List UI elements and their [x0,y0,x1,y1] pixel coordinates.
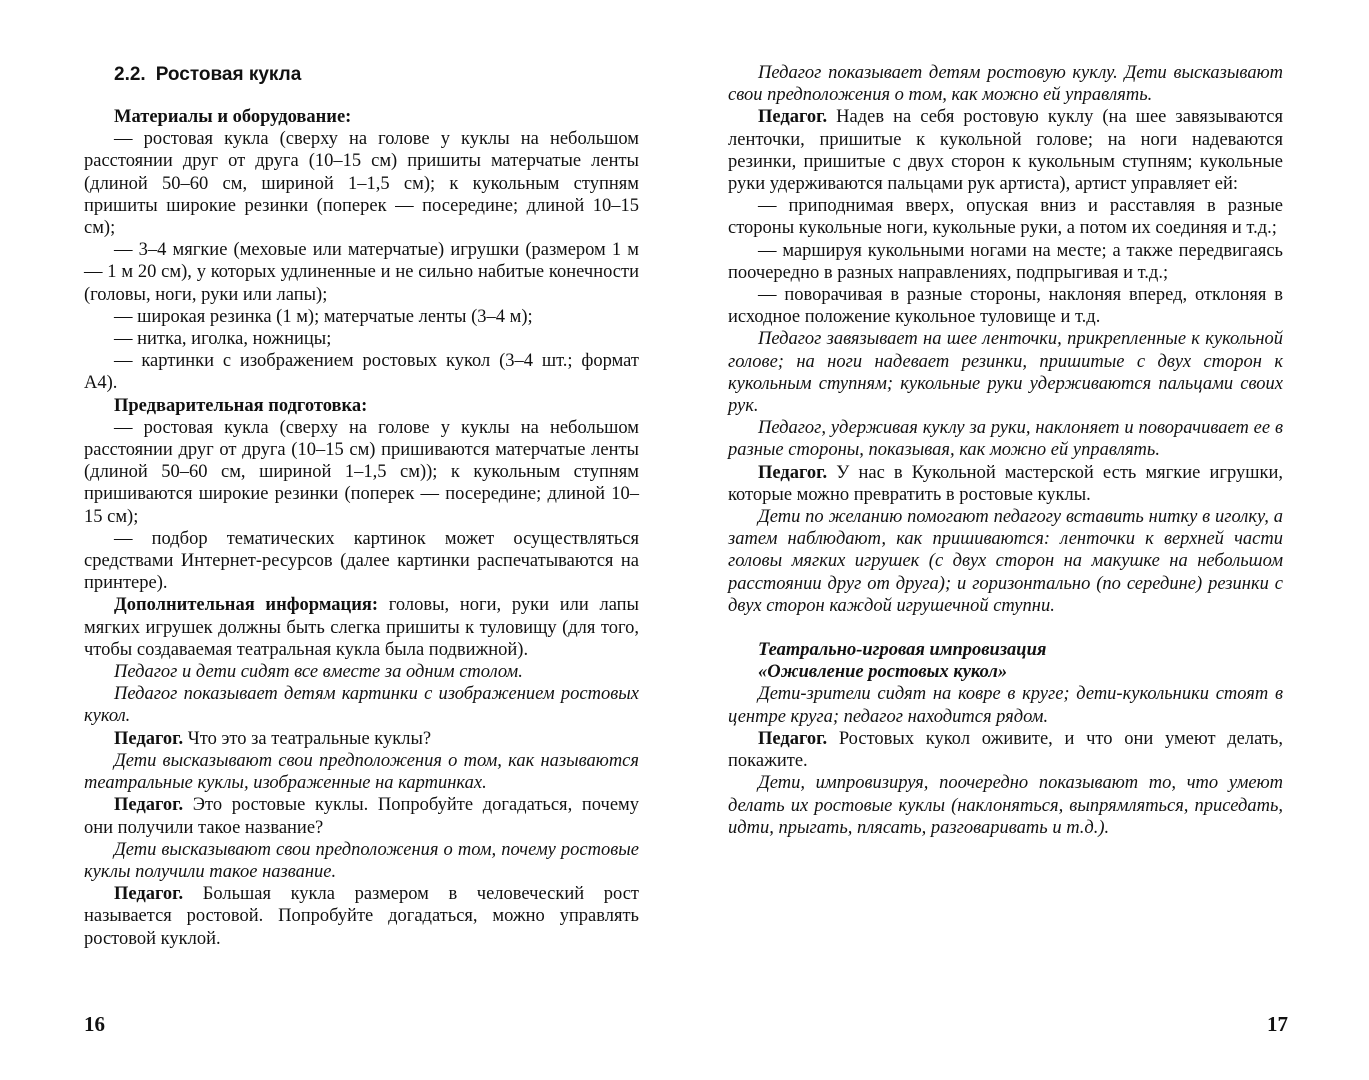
right-column [728,62,1283,839]
subsection-subtitle: «Оживление ростовых кукол» [758,662,1008,683]
prep-label: Предварительная подготовка: [114,395,368,416]
teacher-line: Педагог. Что это за театральные куклы? [114,728,432,749]
materials-item: — картинки с изображением ростовых кукол (3–4 шт.; формат А4). [84,351,639,394]
subsection-title: Театрально-игровая импровизация [758,640,1047,661]
info-label: Дополнительная информация: [114,595,379,616]
stage-direction: Педагог, удерживая куклу за руки, наклоняет и поворачивает ее в разные стороны, показывая, как можно ей управлять. [728,418,1283,461]
stage-direction: Педагог показывает детям картинки с изображением ростовых кукол. [84,684,639,727]
left-page [84,0,644,1080]
stage-direction: Дети высказывают свои предположения о том, почему ростовые куклы получили такое название. [84,839,639,882]
section-number: 2.2. [114,64,146,85]
stage-direction: Дети-зрители сидят на ковре в круге; дети-кукольники стоят в центре круга; педагог находится рядом. [728,684,1283,727]
right-page [728,0,1288,1080]
materials-item: — нитка, иголка, ножницы; [114,329,332,350]
section-title: Ростовая кукла [155,64,302,85]
teacher-line: Педагог. У нас в Кукольной мастерской есть мягкие игрушки, которые можно превратить в ростовые куклы. [728,462,1283,505]
stage-direction: Педагог завязывает на шее ленточки, прикрепленные к кукольной голове; на ноги надевает резинки, пришитые с двух сторон к кукольным ступням; кукольные руки удерживаются пальцами своих рук. [728,329,1283,417]
stage-direction: Педагог и дети сидят все вместе за одним столом. [114,662,523,683]
page-number: 17 [1267,1012,1288,1036]
teacher-line: Педагог. Надев на себя ростовую куклу (на шее завязываются ленточки, пришитые к кукольной голове; на ноги надеваются резинки, пришитые с двух сторон к кукольным ступням; кукольные руки удерживаются пальцами рук артиста), артист управляет ей: [728,107,1283,195]
materials-item: — ростовая кукла (сверху на голове у куклы на небольшом расстоянии друг от друга (10–15 см) пришиты матерчатые ленты (длиной 50–60 см, шириной 1–1,5 см); к кукольным ступням пришиты широкие резинки (поперек — посередине; длиной 10–15 см); [84,129,639,239]
prep-item: — ростовая кукла (сверху на голове у куклы на небольшом расстоянии друг от друга (10–15 см) пришиваются матерчатые ленты (длиной 50–60 см, шириной 1–1,5 см)); к кукольным ступням пришиваются широкие резинки (поперек — посередине; длиной 10–15 см); [84,417,639,527]
left-column [84,62,639,950]
materials-item: — 3–4 мягкие (меховые или матерчатые) игрушки (размером 1 м — 1 м 20 см), у которых удлиненные и не сильно набитые конечности (головы, ноги, руки или лапы); [84,240,639,305]
materials-item: — широкая резинка (1 м); матерчатые ленты (3–4 м); [114,306,533,327]
list-item: — приподнимая вверх, опуская вниз и расставляя в разные стороны кукольные ноги, кукольные руки, а потом их соединяя и т.д.; [728,196,1283,239]
stage-direction: Педагог показывает детям ростовую куклу. Дети высказывают свои предположения о том, как можно ей управлять. [728,63,1283,106]
teacher-line: Педагог. Это ростовые куклы. Попробуйте догадаться, почему они получили такое название? [84,795,639,838]
stage-direction: Дети, импровизируя, поочередно показывают то, что умеют делать их ростовые куклы (наклоняться, выпрямляться, приседать, идти, прыгать, плясать, разговаривать и т.д.). [728,773,1283,838]
list-item: — поворачивая в разные стороны, наклоняя вперед, отклоняя в исходное положение кукольное туловище и т.д. [728,285,1283,328]
stage-direction: Дети по желанию помогают педагогу вставить нитку в иголку, а затем наблюдают, как пришиваются: ленточки к верхней части головы мягких игрушек (с двух сторон на макушке на небольшом расстоянии друг от друга); и горизонтально (по середине) резинки с двух сторон каждой игрушечной ступни. [728,507,1283,616]
list-item: — маршируя кукольными ногами на месте; а также передвигаясь поочередно в разных направлениях, подпрыгивая и т.д.; [728,240,1283,283]
prep-item: — подбор тематических картинок может осуществляться средствами Интернет-ресурсов (далее картинки распечатываются на принтере). [84,528,639,594]
teacher-line: Педагог. Большая кукла размером в человеческий рост называется ростовой. Попробуйте догадаться, можно управлять ростовой куклой. [84,884,639,949]
page-number: 16 [84,1012,105,1036]
info-paragraph: Дополнительная информация: головы, ноги, руки или лапы мягких игрушек должны быть слегка пришиты к туловищу (для того, чтобы создаваемая театральная кукла была подвижной). [84,595,639,660]
section-heading [114,62,639,88]
stage-direction: Дети высказывают свои предположения о том, как называются театральные куклы, изображенные на картинках. [84,750,639,794]
materials-label: Материалы и оборудование: [114,107,352,127]
teacher-line: Педагог. Ростовых кукол оживите, и что они умеют делать, покажите. [728,728,1283,772]
